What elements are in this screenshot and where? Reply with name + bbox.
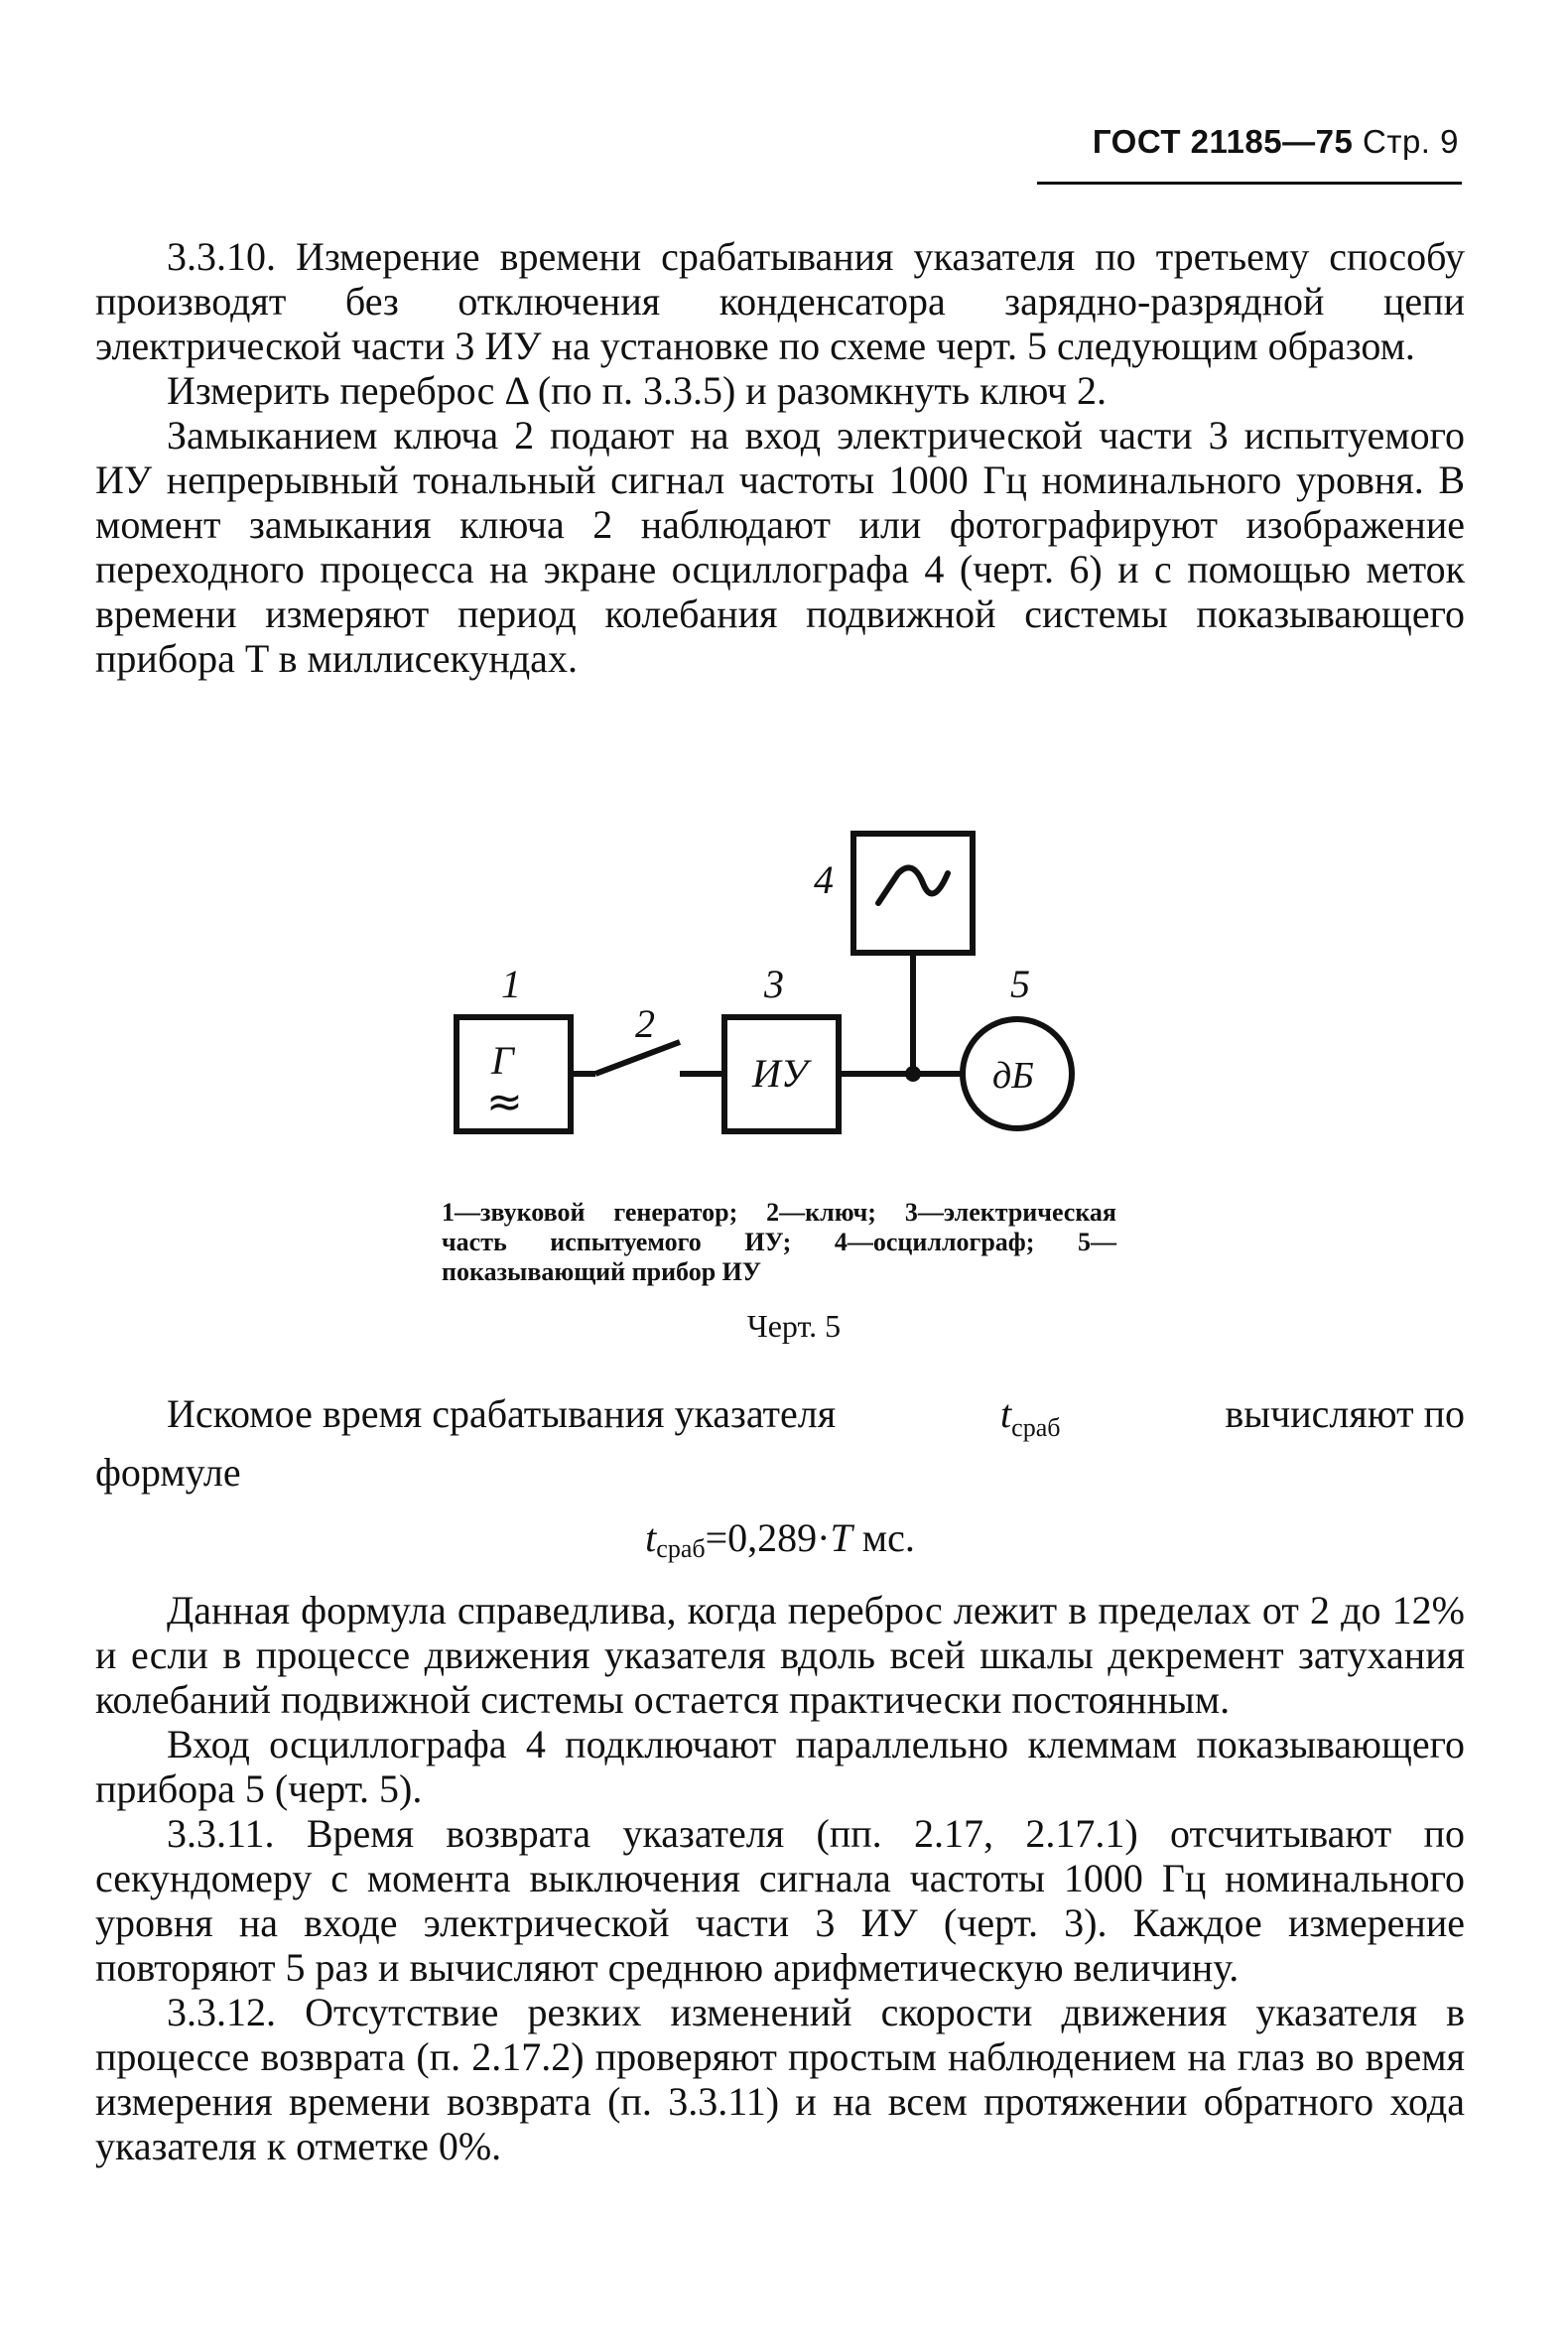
intro-part3: формуле [95,1450,241,1495]
label-4: 4 [814,857,834,902]
paragraph-measure: Измерить переброс Δ (по п. 3.3.5) и разомкнуть ключ 2. [167,368,1108,413]
intro-part2: вычисляют по [1225,1391,1465,1436]
page-header [1042,123,1459,161]
label-3: 3 [764,962,784,1006]
figure-caption: 1—звуковой генератор; 2—ключ; 3—электрическая часть испытуемого ИУ; 4—осциллограф; 5—показывающий прибор ИУ [442,1198,1116,1286]
paragraph-3-3-12: 3.3.12. Отсутствие резких изменений скорости движения указателя в процессе возврата (п. 2.17.2) проверяют простым наблюдением на глаз во время измерения времени возврата (п. 3.3.11) и на всем протяжении обратного хода указателя к отметке 0%. [95,1990,1465,2168]
header-rule [1037,182,1462,185]
standard-number: ГОСТ 21185—75 [1092,123,1354,160]
generator-wave-icon: ≈ [486,1077,523,1127]
circuit-diagram [437,814,1131,1191]
intro-t: $t_{сраб}$ [1000,1391,1061,1442]
paragraph-formula-validity: Данная формула справедлива, когда переброс лежит в пределах от 2 до 12% и если в процессе движения указателя вдоль всей шкалы декремент затухания колебаний подвижной системы остается практически постоянным. [95,1588,1465,1722]
paragraph-closing-key: Замыканием ключа 2 подают на вход электрической части 3 испытуемого ИУ непрерывный тональный сигнал частоты 1000 Гц номинального уровня. В момент замыкания ключа 2 наблюдают или фотографируют изображение переходного процесса на экране осциллографа 4 (черт. 6) и с помощью меток времени измеряют период колебания подвижной системы показывающего прибора T в миллисекундах. [95,413,1465,681]
paragraph-3-3-11: 3.3.11. Время возврата указателя (пп. 2.17, 2.17.1) отсчитывают по секундомеру с момента выключения сигнала частоты 1000 Гц номинального уровня на входе электрической части 3 ИУ (черт. 3). Каждое измерение повторяют 5 раз и вычисляют среднюю арифметическую величину. [95,1811,1465,1990]
formula-intro-line [95,1391,1465,1450]
intro-part1: Искомое время срабатывания указателя [167,1391,837,1436]
junction-dot [905,1066,921,1082]
formula-unit: мс. [851,1515,915,1560]
formula-T: T [830,1515,852,1560]
formula-rest: =0,289· [705,1515,831,1560]
key-switch [595,1042,680,1074]
label-5: 5 [1010,962,1030,1006]
sine-wave-icon [878,867,948,903]
formula [95,1513,1465,1574]
label-2: 2 [635,1001,655,1046]
body-text-top [95,234,1465,681]
page-number: Стр. 9 [1363,123,1459,160]
formula-t: t [645,1515,657,1560]
meter-label: дБ [992,1055,1034,1097]
formula-t-sub: сраб [656,1534,706,1563]
figure-title: Черт. 5 [746,1308,842,1344]
formula-intro [95,1391,1465,1495]
generator-symbol: Г [491,1038,514,1083]
label-1: 1 [501,962,521,1006]
paragraph-3-3-10: 3.3.10. Измерение времени срабатывания указателя по третьему способу производят без отключения конденсатора зарядно-разрядной цепи электрической части 3 ИУ на установке по схеме черт. 5 следующим образом. [95,234,1465,368]
oscilloscope-box [853,834,973,953]
body-text-bottom [95,1588,1465,2168]
paragraph-scope-input: Вход осциллографа 4 подключают параллельно клеммам показывающего прибора 5 (черт. 5). [95,1722,1465,1811]
iu-label: ИУ [752,1051,808,1096]
